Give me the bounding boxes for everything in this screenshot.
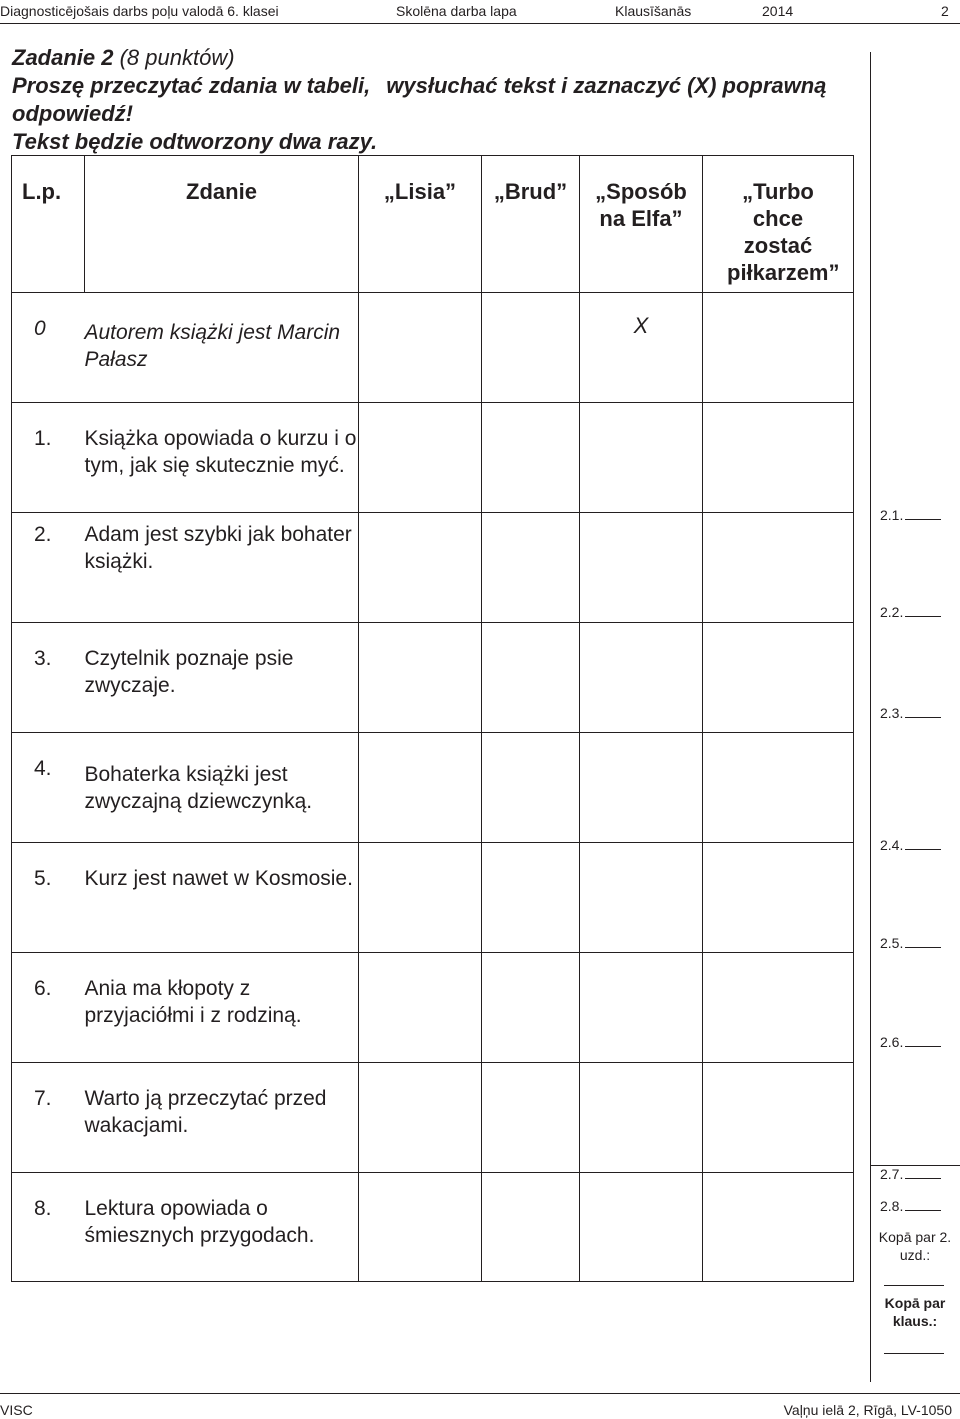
answer-cell-sposob[interactable] [580,403,703,513]
answer-cell-brud[interactable] [482,953,580,1063]
score-label: 2.8. [880,1198,904,1214]
answer-cell-lisia[interactable] [359,513,482,623]
answer-cell-sposob[interactable] [580,733,703,843]
table-row-example [12,293,854,403]
answer-cell-turbo[interactable] [703,1063,854,1173]
header-year: 2014 [762,3,794,19]
row-number: 0 [34,317,46,340]
score-blank[interactable] [905,1198,941,1211]
task-total-label: Kopā par 2. uzd.: [878,1229,952,1263]
header-lp: L.p. [12,156,85,293]
task-line-2: odpowiedź! [12,101,133,126]
table-row [12,513,854,623]
table-row [12,843,854,953]
score-label: 2.4. [880,837,904,853]
answer-cell-brud[interactable] [482,403,580,513]
answer-cell-brud[interactable] [482,1173,580,1282]
row-sentence: Czytelnik poznaje psie zwyczaje. [84,647,294,697]
header-section: Klausīšanās [615,3,692,19]
answer-cell-brud[interactable] [482,623,580,733]
answer-cell-turbo[interactable] [703,403,854,513]
row-number: 7. [34,1087,52,1110]
answer-cell-brud[interactable] [482,293,580,403]
row-number: 2. [34,523,52,546]
answer-table [11,155,854,1282]
score-item [880,507,941,523]
header-page-number: 2 [941,3,949,19]
answer-cell-lisia[interactable] [359,953,482,1063]
task-title: Zadanie 2 [12,45,114,70]
row-number: 8. [34,1197,52,1220]
answer-cell-sposob[interactable] [580,1063,703,1173]
answer-cell-sposob[interactable] [580,513,703,623]
answer-cell-lisia[interactable] [359,843,482,953]
answer-cell-brud[interactable] [482,733,580,843]
score-blank[interactable] [905,1166,941,1179]
score-label: 2.6. [880,1034,904,1050]
answer-cell-sposob[interactable] [580,1173,703,1282]
answer-cell-brud[interactable] [482,513,580,623]
answer-cell-lisia[interactable] [359,1063,482,1173]
table-header-row [12,156,854,293]
row-number: 4. [34,757,52,780]
header-sheet: Skolēna darba lapa [396,3,517,19]
header-brud: „Brud” [482,156,580,293]
answer-cell-lisia[interactable] [359,733,482,843]
answer-cell-brud[interactable] [482,843,580,953]
answer-cell-turbo[interactable] [703,293,854,403]
task-line-3: Tekst będzie odtworzony dwa razy. [12,129,378,154]
task-instructions [12,44,872,156]
score-blank[interactable] [905,705,941,718]
header-rule [0,23,960,24]
answer-cell-turbo[interactable] [703,513,854,623]
score-item [880,604,941,620]
score-blank[interactable] [905,604,941,617]
table-row [12,1173,854,1282]
answer-cell-sposob[interactable] [580,623,703,733]
answer-cell-turbo[interactable] [703,953,854,1063]
task-line-1a: Proszę przeczytać zdania w tabeli, [12,73,371,98]
row-sentence: Adam jest szybki jak bohater książki. [84,523,352,573]
score-blank[interactable] [905,935,941,948]
score-label: 2.7. [880,1166,904,1182]
answer-cell-lisia[interactable] [359,623,482,733]
table-row [12,953,854,1063]
row-sentence: Kurz jest nawet w Kosmosie. [84,867,353,890]
row-sentence: Autorem książki jest Marcin Pałasz [84,321,341,371]
footer-right: Vaļņu ielā 2, Rīgā, LV-1050 [783,1402,952,1418]
answer-cell-turbo[interactable] [703,843,854,953]
score-item [880,1198,941,1214]
score-item [880,837,941,853]
row-sentence: Lektura opowiada o śmiesznych przygodach. [84,1197,315,1247]
footer-left: VISC [0,1402,33,1418]
table-row [12,733,854,843]
row-number: 1. [34,427,52,450]
answer-cell-lisia[interactable] [359,1173,482,1282]
answer-mark: X [633,313,649,338]
answer-cell-sposob[interactable] [580,843,703,953]
answer-cell-turbo[interactable] [703,733,854,843]
task-line-1b: wysłuchać tekst i zaznaczyć (X) poprawną [386,73,827,98]
score-blank[interactable] [905,507,941,520]
score-item [880,1034,941,1050]
header-sposob: „Sposób na Elfa” [580,156,703,293]
row-sentence: Książka opowiada o kurzu i o tym, jak się skutecznie myć. [84,427,357,477]
row-number: 5. [34,867,52,890]
row-sentence: Ania ma kłopoty z przyjaciółmi i z rodziną. [84,977,302,1027]
margin-line [870,52,871,1382]
header-turbo: „Turbo chce zostać piłkarzem” [703,156,854,293]
score-item [880,705,941,721]
task-points: (8 punktów) [113,45,235,70]
row-sentence: Warto ją przeczytać przed wakacjami. [84,1087,327,1137]
score-blank[interactable] [905,1034,941,1047]
row-number: 6. [34,977,52,1000]
answer-cell-brud[interactable] [482,1063,580,1173]
score-label: 2.2. [880,604,904,620]
score-item [880,1166,941,1182]
table-row [12,1063,854,1173]
row-number: 3. [34,647,52,670]
answer-cell-turbo[interactable] [703,1173,854,1282]
answer-cell-lisia[interactable] [359,293,482,403]
table-row [12,403,854,513]
score-label: 2.3. [880,705,904,721]
task-total-blank[interactable] [884,1285,944,1286]
score-label: 2.1. [880,507,904,523]
answer-cell-sposob[interactable] [580,293,703,403]
answer-cell-lisia[interactable] [359,403,482,513]
work-total-blank[interactable] [884,1353,944,1354]
footer-rule [0,1393,960,1394]
header-subject: Diagnosticējošais darbs poļu valodā 6. klasei [0,3,279,19]
table-row [12,623,854,733]
score-blank[interactable] [905,837,941,850]
header-lisia: „Lisia” [359,156,482,293]
header-zdanie: Zdanie [85,156,359,293]
answer-cell-sposob[interactable] [580,953,703,1063]
row-sentence: Bohaterka książki jest zwyczajną dziewczynką. [84,763,313,813]
answer-cell-turbo[interactable] [703,623,854,733]
page-header [0,0,960,22]
work-total-label: Kopā par klaus.: [884,1295,946,1329]
score-item [880,935,941,951]
score-label: 2.5. [880,935,904,951]
